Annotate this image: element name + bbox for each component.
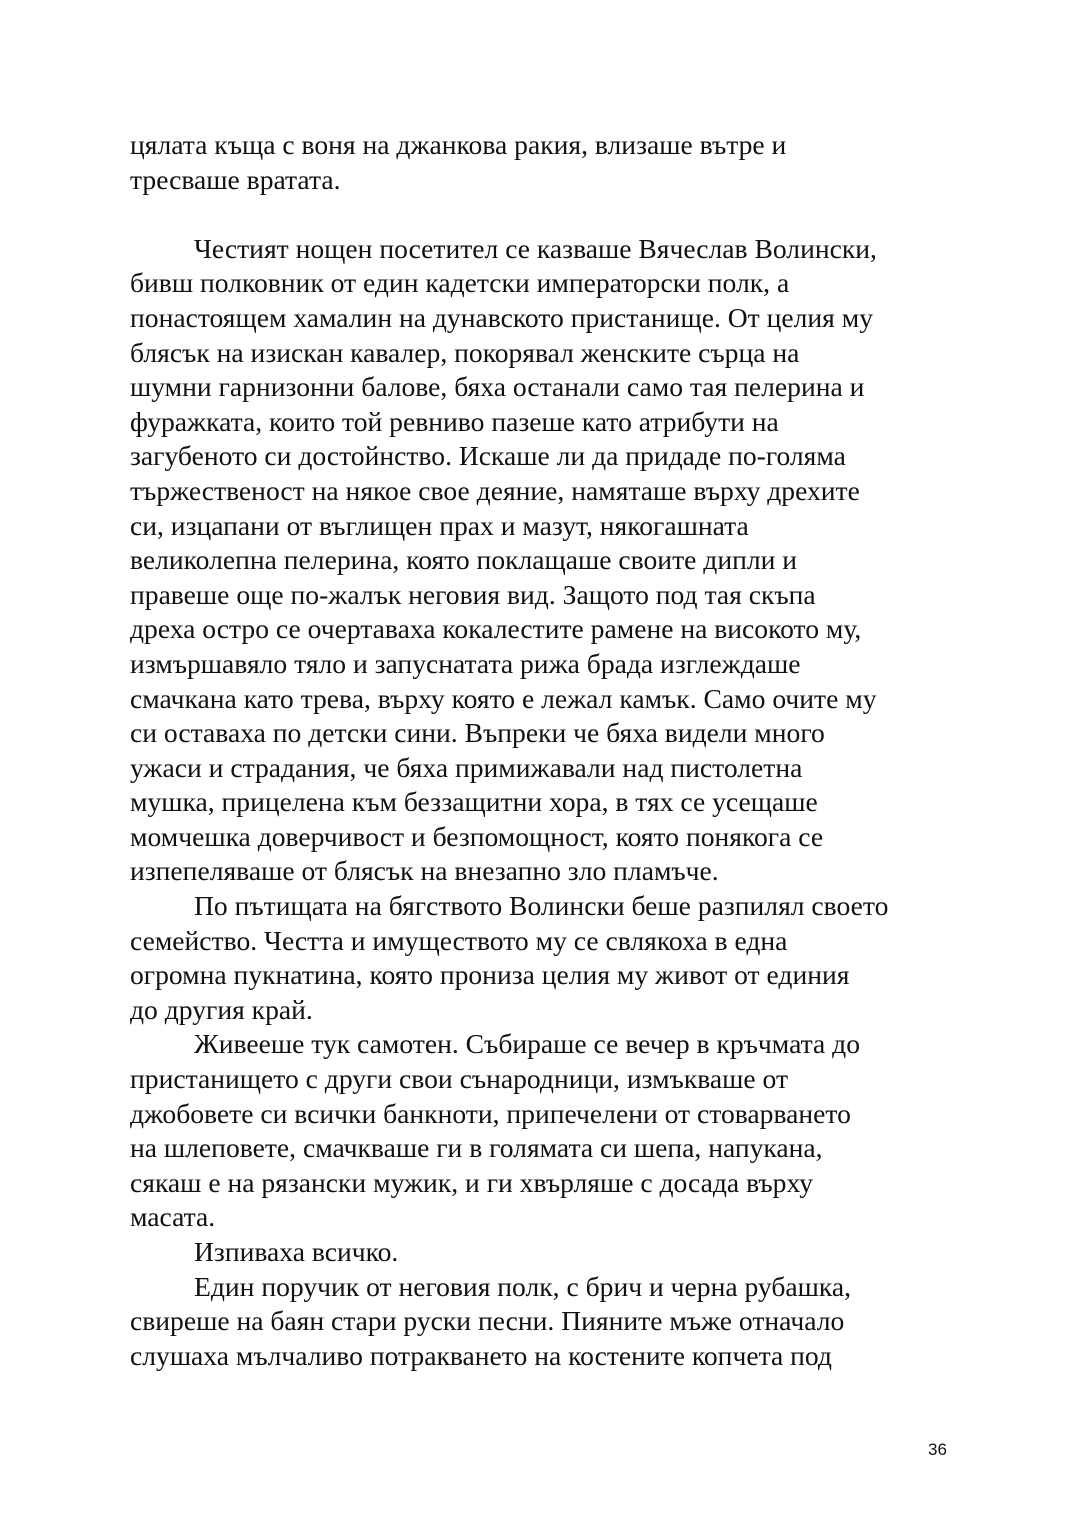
text-line: правеше още по-жалък неговия вид. Защото под тая скъпа (130, 578, 816, 610)
text-line: шумни гарнизонни балове, бяха останали само тая пелерина и (130, 371, 865, 403)
text-line: дреха остро се очертаваха кокалестите рамене на високото му, (130, 613, 862, 645)
text-line: цялата къща с воня на джанкова ракия, влизаше вътре и (130, 129, 787, 160)
text-line: блясък на изискан кавалер, покорявал женските сърца на (130, 336, 800, 368)
text-line: измършавяло тяло и запуснатата рижа брада изглеждаше (130, 647, 801, 679)
text-line: до другия край. (130, 993, 313, 1025)
text-line: си, изцапани от въглищен прах и мазут, някогашната (130, 509, 749, 541)
body-text (130, 128, 960, 1373)
text-line: момчешка доверчивост и безпомощност, която понякога се (130, 820, 824, 852)
paragraph-start: Честият нощен посетител се казваше Вячеслав Волински, (194, 232, 877, 264)
text-line: тресваше вратата. (130, 163, 341, 195)
text-line: фуражката, които той ревниво пазеше като атрибути на (130, 405, 779, 437)
text-line: великолепна пелерина, която поклащаше своите дипли и (130, 544, 798, 576)
text-line: изпепеляваше от блясък на внезапно зло пламъче. (130, 855, 719, 887)
text-line: семейство. Честта и имуществото му се свлякоха в една (130, 924, 788, 956)
text-line: огромна пукнатина, която прониза целия му живот от единия (130, 959, 850, 991)
text-line: джобовете си всички банкноти, припечелени от стоварването (130, 1097, 851, 1129)
text-line: слушаха мълчаливо потракването на костените копчета под (130, 1339, 832, 1371)
page-number: 36 (928, 1440, 947, 1459)
paragraph-start: Един поручик от неговия полк, с брич и черна рубашка, (194, 1270, 852, 1302)
text-line: смачкана като трева, върху която е лежал камък. Само очите му (130, 682, 877, 714)
text-line: пристанището с други свои сънародници, измъкваше от (130, 1063, 789, 1095)
paragraph-start: Живееше тук самотен. Събираше се вечер в кръчмата до (194, 1028, 860, 1060)
text-line: масата. (130, 1201, 216, 1233)
text-line: ужаси и страдания, че бяха примижавали над пистолетна (130, 751, 803, 783)
text-line: загубеното си достойнство. Искаше ли да придаде по-голяма (130, 440, 846, 472)
text-line: тържественост на някое свое деяние, намяташе върху дрехите (130, 474, 860, 506)
text-line: сякаш е на рязански мужик, и ги хвърляше с досада върху (130, 1166, 814, 1198)
text-line: бивш полковник от един кадетски императорски полк, а (130, 267, 790, 299)
text-line: си оставаха по детски сини. Въпреки че бяха видели много (130, 717, 825, 749)
paragraph-start: Изпиваха всичко. (194, 1236, 399, 1267)
text-line: свиреше на баян стари руски песни. Пияните мъже отначало (130, 1305, 845, 1337)
paragraph-start: По пътищата на бягството Волински беше разпилял своето (194, 890, 889, 922)
blank-line (130, 197, 960, 232)
text-line: на шлеповете, смачкваше ги в голямата си шепа, напукана, (130, 1132, 823, 1164)
text-line: понастоящем хамалин на дунавското пристанище. От целия му (130, 301, 874, 333)
text-line: мушка, прицелена към беззащитни хора, в тях се усещаше (130, 786, 818, 818)
